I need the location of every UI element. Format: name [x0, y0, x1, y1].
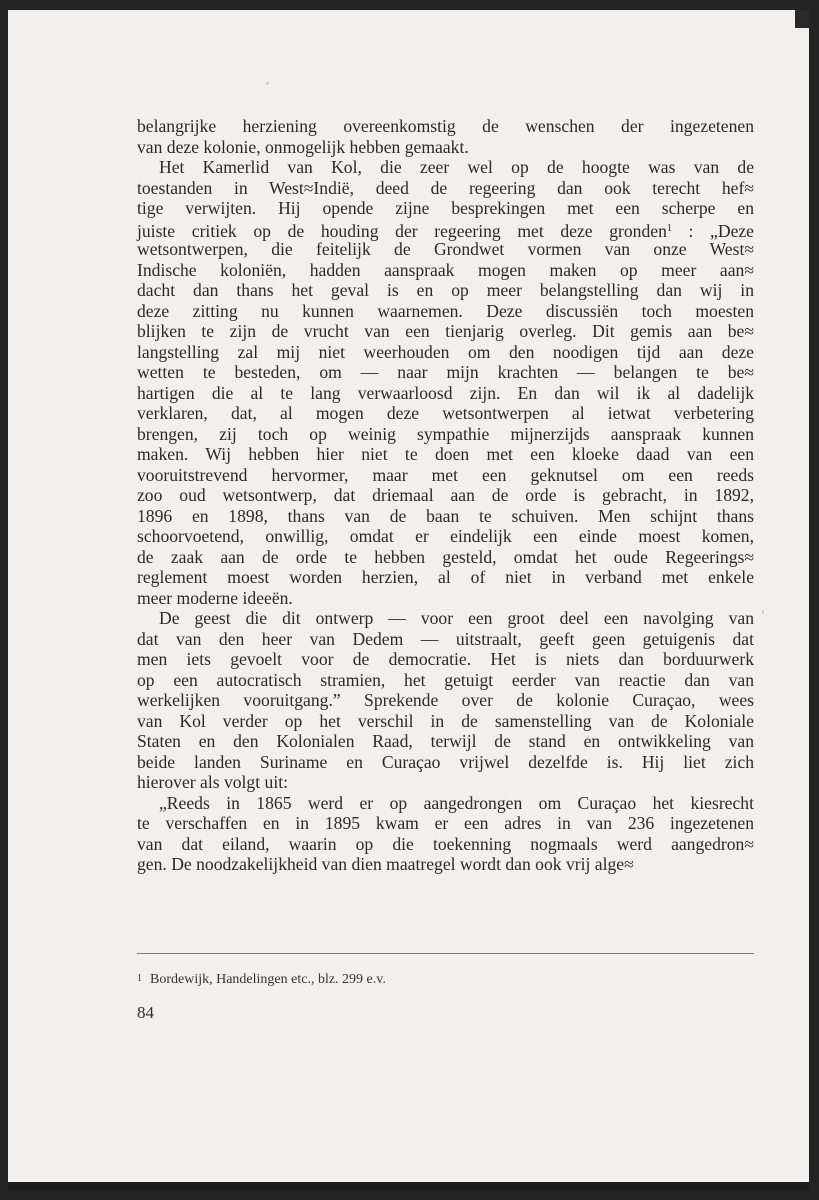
footnote-text: Bordewijk, Handelingen etc., blz. 299 e.v.	[150, 972, 386, 987]
text-line: De geest die dit ontwerp — voor een groot deel een navolging van	[159, 608, 754, 628]
text-line: wetten te besteden, om — naar mijn krachten — belangen te be≈	[137, 362, 754, 382]
text-line: hierover als volgt uit:	[137, 772, 288, 792]
text-line: werkelijken vooruitgang.” Sprekende over de kolonie Curaçao, wees	[137, 690, 754, 710]
paragraph	[137, 157, 754, 608]
text-line: op een autocratisch stramien, het getuigt eerder van reactie dan van	[137, 669, 754, 690]
text-line: verklaren, dat, al mogen deze wetsontwerpen al ietwat verbetering	[137, 403, 754, 423]
paragraph	[137, 116, 754, 157]
body-text	[137, 116, 754, 875]
page-corner	[795, 10, 809, 28]
text-line: juiste critiek op de houding der regeering met deze gronden$^1$ : „Deze	[137, 220, 754, 241]
text-line: maken. Wij hebben hier niet te doen met een kloeke daad van een	[137, 444, 754, 464]
text-line: men iets gevoelt voor de democratie. Het is niets dan borduurwerk	[137, 649, 754, 669]
text-line: Het Kamerlid van Kol, die zeer wel op de hoogte was van de	[159, 157, 754, 177]
text-line: zoo oud wetsontwerp, dat driemaal aan de orde is gebracht, in 1892,	[137, 485, 754, 505]
text-line: langstelling zal mij niet weerhouden om den noodigen tijd aan deze	[137, 341, 754, 362]
paragraph	[137, 608, 754, 793]
paper-speck	[762, 610, 764, 614]
text-line: dacht dan thans het geval is en op meer belangstelling dan wij in	[137, 280, 754, 300]
footnote	[137, 972, 737, 988]
page-bottom-edge	[8, 1182, 809, 1191]
text-line: beide landen Suriname en Curaçao vrijwel dezelfde is. Hij liet zich	[137, 751, 754, 772]
text-line: van dat eiland, waarin op die toekenning nogmaals werd aangedron≈	[137, 833, 754, 854]
footnote-rule	[137, 953, 754, 954]
paragraph	[137, 793, 754, 875]
text-line: gen. De noodzakelijkheid van dien maatregel wordt dan ook vrij alge≈	[137, 854, 634, 874]
text-line: brengen, zij toch op weinig sympathie mijnerzijds aanspraak kunnen	[137, 423, 754, 444]
text-line: 1896 en 1898, thans van de baan te schuiven. Men schijnt thans	[137, 505, 754, 526]
footnote-reference: 1	[666, 222, 672, 234]
text-line: te verschaffen en in 1895 kwam er een adres in van 236 ingezetenen	[137, 813, 754, 833]
text-line: vooruitstrevend hervormer, maar met een geknutsel om een reeds	[137, 464, 754, 485]
text-line: dat van den heer van Dedem — uitstraalt, geeft geen getuigenis dat	[137, 628, 754, 649]
text-line: belangrijke herziening overeenkomstig de wenschen der ingezetenen	[137, 116, 754, 136]
text-line: wetsontwerpen, die feitelijk de Grondwet vormen van onze West≈	[137, 239, 754, 259]
footnote-marker: 1	[137, 973, 142, 984]
text-line: Staten en den Kolonialen Raad, terwijl de stand en ontwikkeling van	[137, 731, 754, 751]
text-line: schoorvoetend, onwillig, omdat er eindelijk een einde moest komen,	[137, 526, 754, 546]
text-line: meer moderne ideeën.	[137, 587, 293, 608]
page-number: 84	[137, 1003, 154, 1022]
paper-speck	[266, 82, 269, 85]
text-line: deze zitting nu kunnen waarnemen. Deze discussiën toch moesten	[137, 300, 754, 321]
text-line: tige verwijten. Hij opende zijne besprekingen met een scherpe en	[137, 198, 754, 218]
text-line: „Reeds in 1865 werd er op aangedrongen om Curaçao het kiesrecht	[159, 792, 754, 813]
text-line: Indische koloniën, hadden aanspraak mogen maken op meer aan≈	[137, 259, 754, 280]
text-line: reglement moest worden herzien, al of niet in verband met enkele	[137, 567, 754, 587]
quote-opening: : „Deze	[671, 220, 754, 241]
text-line: toestanden in West≈Indië, deed de regeering dan ook terecht hef≈	[137, 177, 754, 198]
text-line: blijken te zijn de vrucht van een tienjarig overleg. Dit gemis aan be≈	[137, 321, 754, 341]
text-line: van Kol verder op het verschil in de samenstelling van de Koloniale	[137, 710, 754, 731]
text-line: van deze kolonie, onmogelijk hebben gemaakt.	[137, 136, 469, 157]
text-line: hartigen die al te lang verwaarloosd zijn. En dan wil ik al dadelijk	[137, 382, 754, 403]
text-line: de zaak aan de orde te hebben gesteld, omdat het oude Regeerings≈	[137, 546, 754, 567]
